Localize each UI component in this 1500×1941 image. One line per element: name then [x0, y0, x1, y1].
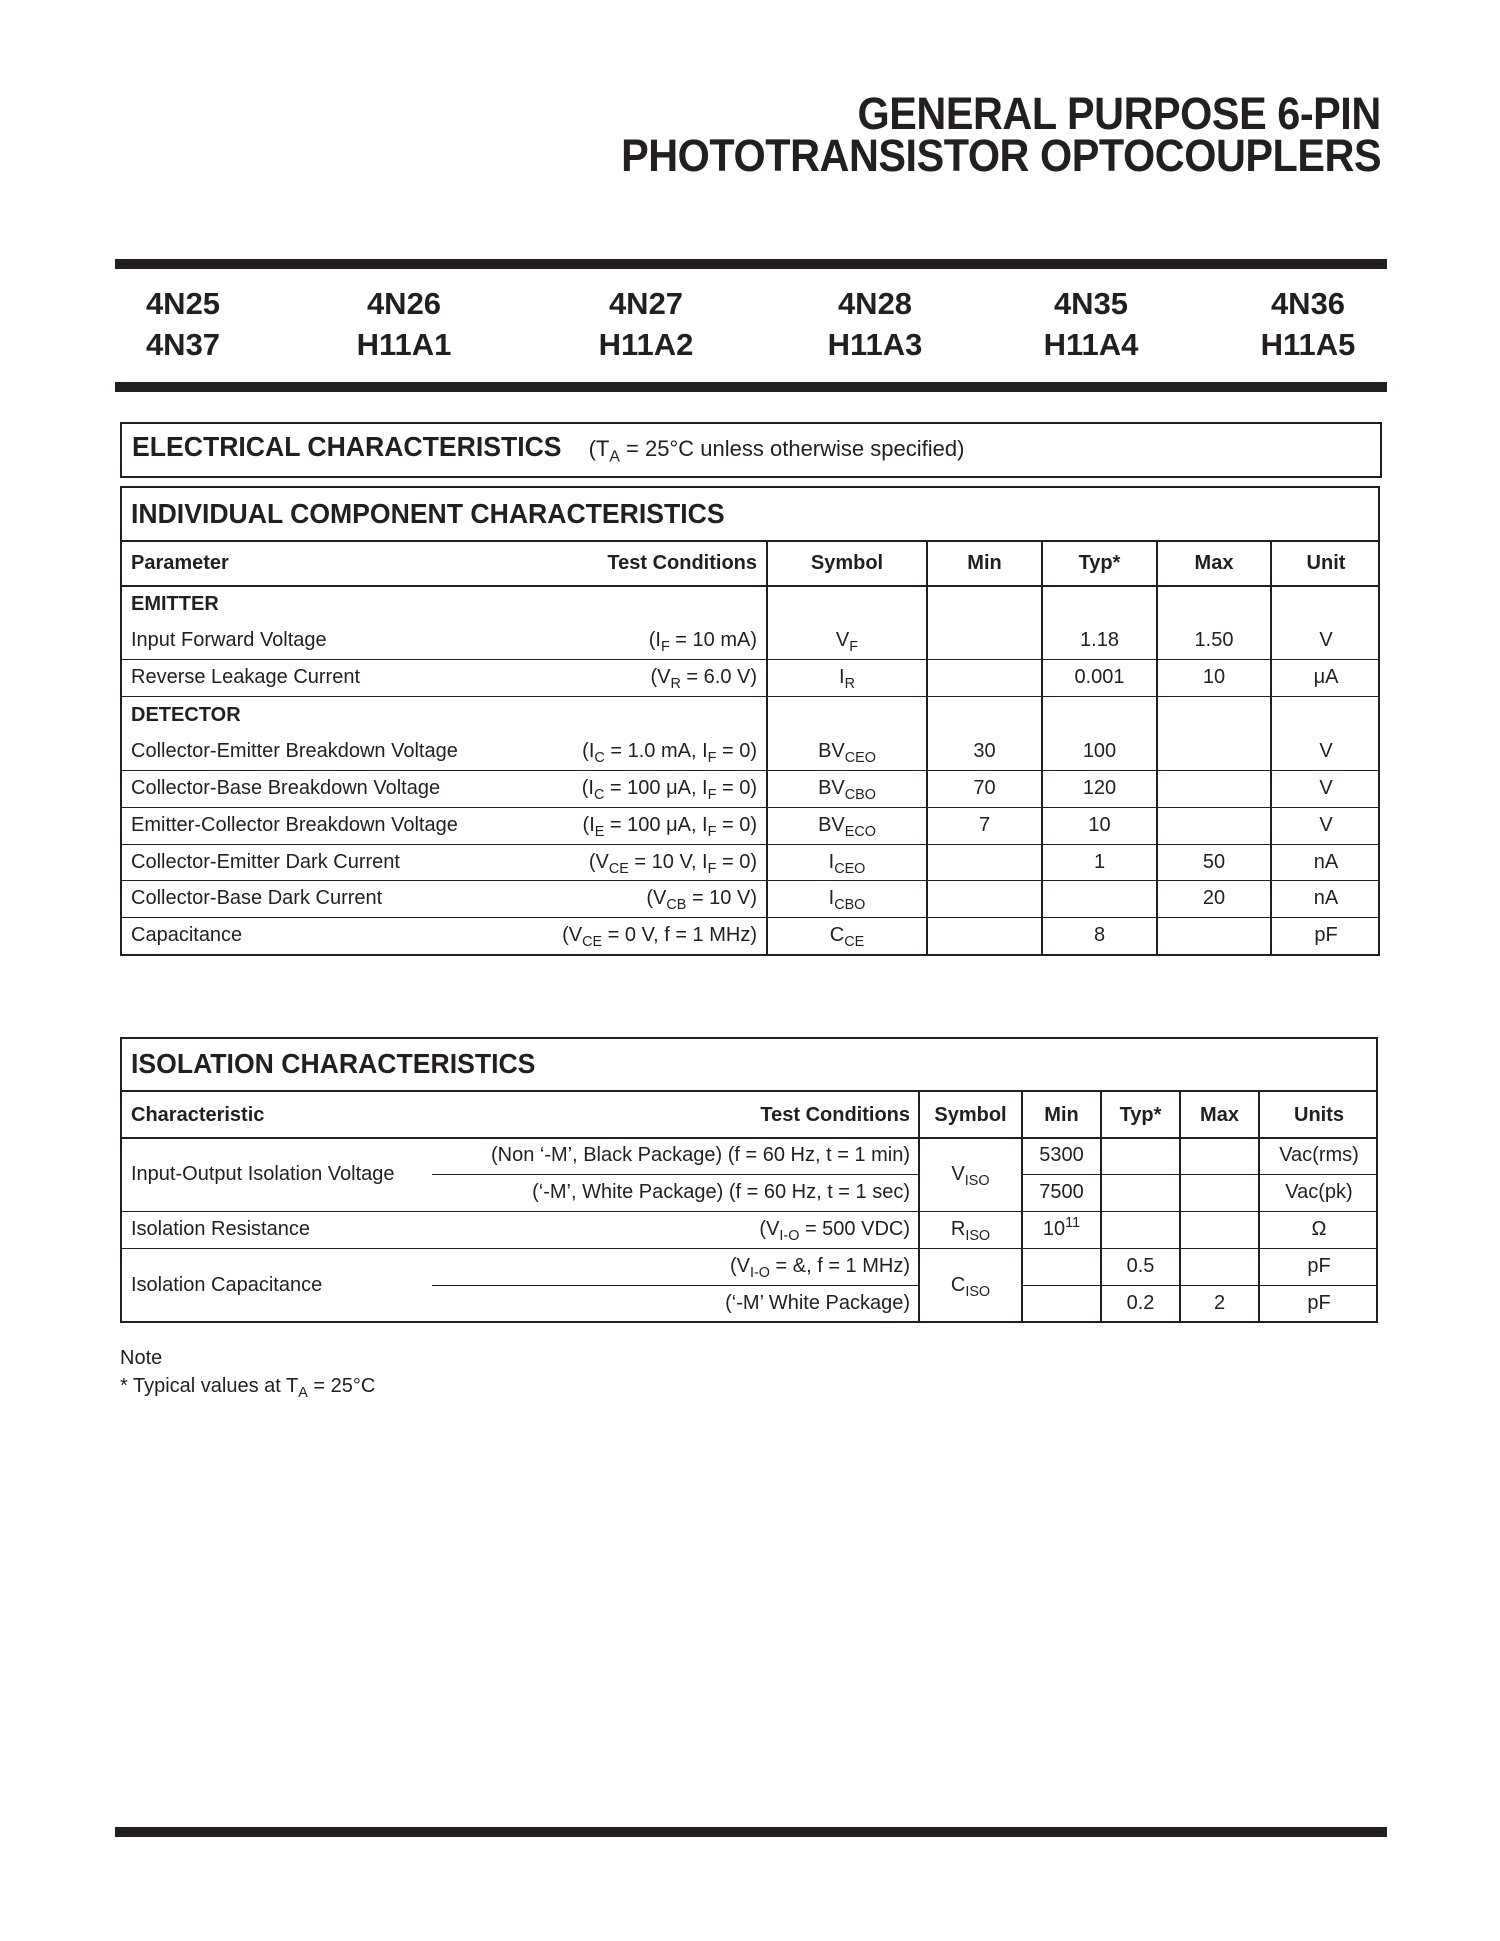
symbol: $I_{CBO}$ — [828, 887, 866, 914]
part-group — [103, 283, 263, 365]
parameter-name: Collector-Emitter Dark Current — [131, 851, 400, 873]
test-condition: ($V_{CE} = 10$ V, $I_F = 0$) — [588, 851, 757, 878]
bottom-rule — [115, 1827, 1387, 1837]
part-number: H11A2 — [598, 327, 694, 362]
row-divider — [120, 1090, 1378, 1092]
header-unit: Unit — [1306, 552, 1346, 574]
header-units: Units — [1294, 1104, 1344, 1126]
typ-value: 1.18 — [1080, 629, 1119, 651]
header-min: Min — [967, 552, 1002, 574]
unit: μA — [1313, 666, 1339, 688]
parameter-name: Collector-Base Dark Current — [131, 887, 383, 909]
typ-value: 10 — [1088, 814, 1111, 836]
test-condition: ($I_C = 100$ μA, $I_F = 0$) — [581, 777, 757, 804]
header-parameter: Parameter — [131, 552, 229, 574]
document-title-line2: PHOTOTRANSISTOR OPTOCOUPLERS — [620, 130, 1381, 181]
electrical-condition: ($T_A = 25^\circ C$ unless otherwise specified) — [588, 436, 965, 466]
note-title: Note — [120, 1347, 163, 1369]
unit: nA — [1313, 887, 1339, 909]
iov-label: Input-Output Isolation Voltage — [131, 1163, 395, 1185]
parameter-name: Collector-Emitter Breakdown Voltage — [131, 740, 458, 762]
min-value: 7 — [978, 814, 991, 836]
part-number: H11A3 — [827, 327, 923, 362]
header-typ: Typ* — [1078, 552, 1121, 574]
electrical-characteristics-box — [120, 422, 1382, 478]
typ-value: 1 — [1093, 851, 1106, 873]
header-characteristic: Characteristic — [131, 1104, 265, 1126]
capacitance-condition-2: (‘-M’ White Package) — [725, 1292, 910, 1314]
test-condition: ($V_{CB} = 10$ V) — [646, 887, 757, 914]
part-number: H11A1 — [356, 327, 452, 362]
typ-value: 0.001 — [1074, 666, 1125, 688]
test-condition: ($I_E = 100$ μA, $I_F = 0$) — [582, 814, 757, 841]
header-max: Max — [1200, 1104, 1239, 1126]
iov-unit-1: Vac(rms) — [1279, 1144, 1359, 1166]
iov-symbol: $V_{ISO}$ — [951, 1163, 990, 1190]
unit: V — [1319, 777, 1333, 799]
part-group — [566, 283, 726, 365]
resistance-symbol: $R_{ISO}$ — [950, 1218, 991, 1245]
header-test-conditions: Test Conditions — [607, 552, 757, 574]
electrical-heading: ELECTRICAL CHARACTERISTICS — [132, 431, 562, 462]
part-number: 4N25 — [145, 286, 221, 321]
capacitance-symbol: $C_{ISO}$ — [950, 1274, 991, 1301]
symbol: $BV_{ECO}$ — [818, 814, 876, 841]
max-value: 1.50 — [1194, 629, 1234, 651]
capacitance-condition-1: ($V_{I-O}$ = &, f = 1 MHz) — [729, 1255, 910, 1282]
individual-heading: INDIVIDUAL COMPONENT CHARACTERISTICS — [131, 498, 725, 529]
symbol: $C_{CE}$ — [829, 924, 865, 951]
test-condition: ($I_C = 1.0$ mA, $I_F = 0$) — [582, 740, 757, 767]
part-group — [1011, 283, 1171, 365]
parameter-name: Capacitance — [131, 924, 243, 946]
symbol: $I_R$ — [839, 666, 855, 693]
capacitance-typ-1: 0.5 — [1126, 1255, 1155, 1277]
unit: V — [1319, 629, 1333, 651]
max-value: 20 — [1202, 887, 1226, 909]
top-rule — [115, 259, 1387, 269]
part-number: H11A4 — [1043, 327, 1139, 362]
resistance-unit: Ω — [1311, 1218, 1327, 1240]
part-number: 4N35 — [1053, 286, 1129, 321]
parameter-name: Reverse Leakage Current — [131, 666, 361, 688]
iov-condition-2: (‘-M’, White Package) (f = 60 Hz, t = 1 sec) — [532, 1181, 910, 1203]
part-number: 4N26 — [366, 286, 442, 321]
header-symbol: Symbol — [810, 552, 884, 574]
capacitance-unit-1: pF — [1307, 1255, 1331, 1277]
note-text: * Typical values at $T_A = 25^\circ C$ — [120, 1375, 376, 1402]
resistance-min: $10^{11}$ — [1042, 1215, 1081, 1240]
unit: pF — [1314, 924, 1338, 946]
resistance-label: Isolation Resistance — [131, 1218, 310, 1240]
capacitance-unit-2: pF — [1307, 1292, 1331, 1314]
part-number: 4N37 — [145, 327, 221, 362]
min-value: 70 — [973, 777, 996, 799]
unit: V — [1319, 814, 1333, 836]
iov-min-2: 7500 — [1039, 1181, 1084, 1203]
group-detector: DETECTOR — [131, 704, 241, 726]
resistance-condition: ($V_{I-O} = 500$ VDC) — [759, 1218, 910, 1245]
header-typ: Typ* — [1119, 1104, 1162, 1126]
symbol: $I_{CEO}$ — [828, 851, 866, 878]
part-rule — [115, 382, 1387, 392]
test-condition: ($V_R = 6.0$ V) — [650, 666, 757, 693]
max-value: 10 — [1202, 666, 1226, 688]
capacitance-max-2: 2 — [1213, 1292, 1226, 1314]
iov-unit-2: Vac(pk) — [1285, 1181, 1353, 1203]
capacitance-typ-2: 0.2 — [1126, 1292, 1155, 1314]
min-value: 30 — [973, 740, 996, 762]
header-symbol: Symbol — [934, 1104, 1007, 1126]
header-max: Max — [1194, 552, 1234, 574]
part-group — [795, 283, 955, 365]
test-condition: ($V_{CE} = 0$ V, f = 1 MHz) — [562, 924, 757, 951]
parameter-name: Input Forward Voltage — [131, 629, 327, 651]
isolation-heading: ISOLATION CHARACTERISTICS — [131, 1048, 536, 1079]
typ-value: 8 — [1093, 924, 1106, 946]
symbol: $BV_{CBO}$ — [818, 777, 876, 804]
iov-min-1: 5300 — [1039, 1144, 1084, 1166]
unit: nA — [1313, 851, 1339, 873]
header-test-conditions: Test Conditions — [760, 1104, 910, 1126]
row-divider — [120, 585, 1380, 587]
part-number: 4N28 — [837, 286, 913, 321]
max-value: 50 — [1202, 851, 1226, 873]
typ-value: 100 — [1082, 740, 1117, 762]
symbol: $BV_{CEO}$ — [818, 740, 876, 767]
group-emitter: EMITTER — [131, 593, 219, 615]
typ-value: 120 — [1082, 777, 1117, 799]
row-divider — [120, 696, 1380, 697]
test-condition: ($I_F = 10$ mA) — [648, 629, 757, 656]
part-group — [324, 283, 484, 365]
row-divider — [120, 540, 1380, 542]
part-number: H11A5 — [1260, 327, 1356, 362]
part-number: 4N36 — [1270, 286, 1346, 321]
part-number: 4N27 — [608, 286, 684, 321]
parameter-name: Emitter-Collector Breakdown Voltage — [131, 814, 458, 836]
symbol: $V_F$ — [835, 629, 859, 656]
header-min: Min — [1044, 1104, 1079, 1126]
unit: V — [1319, 740, 1333, 762]
parameter-name: Collector-Base Breakdown Voltage — [131, 777, 441, 799]
capacitance-label: Isolation Capacitance — [131, 1274, 323, 1296]
iov-condition-1: (Non ‘-M’, Black Package) (f = 60 Hz, t = 1 min) — [490, 1144, 910, 1166]
part-group — [1228, 283, 1388, 365]
document-title-line1: GENERAL PURPOSE 6-PIN — [857, 88, 1381, 139]
